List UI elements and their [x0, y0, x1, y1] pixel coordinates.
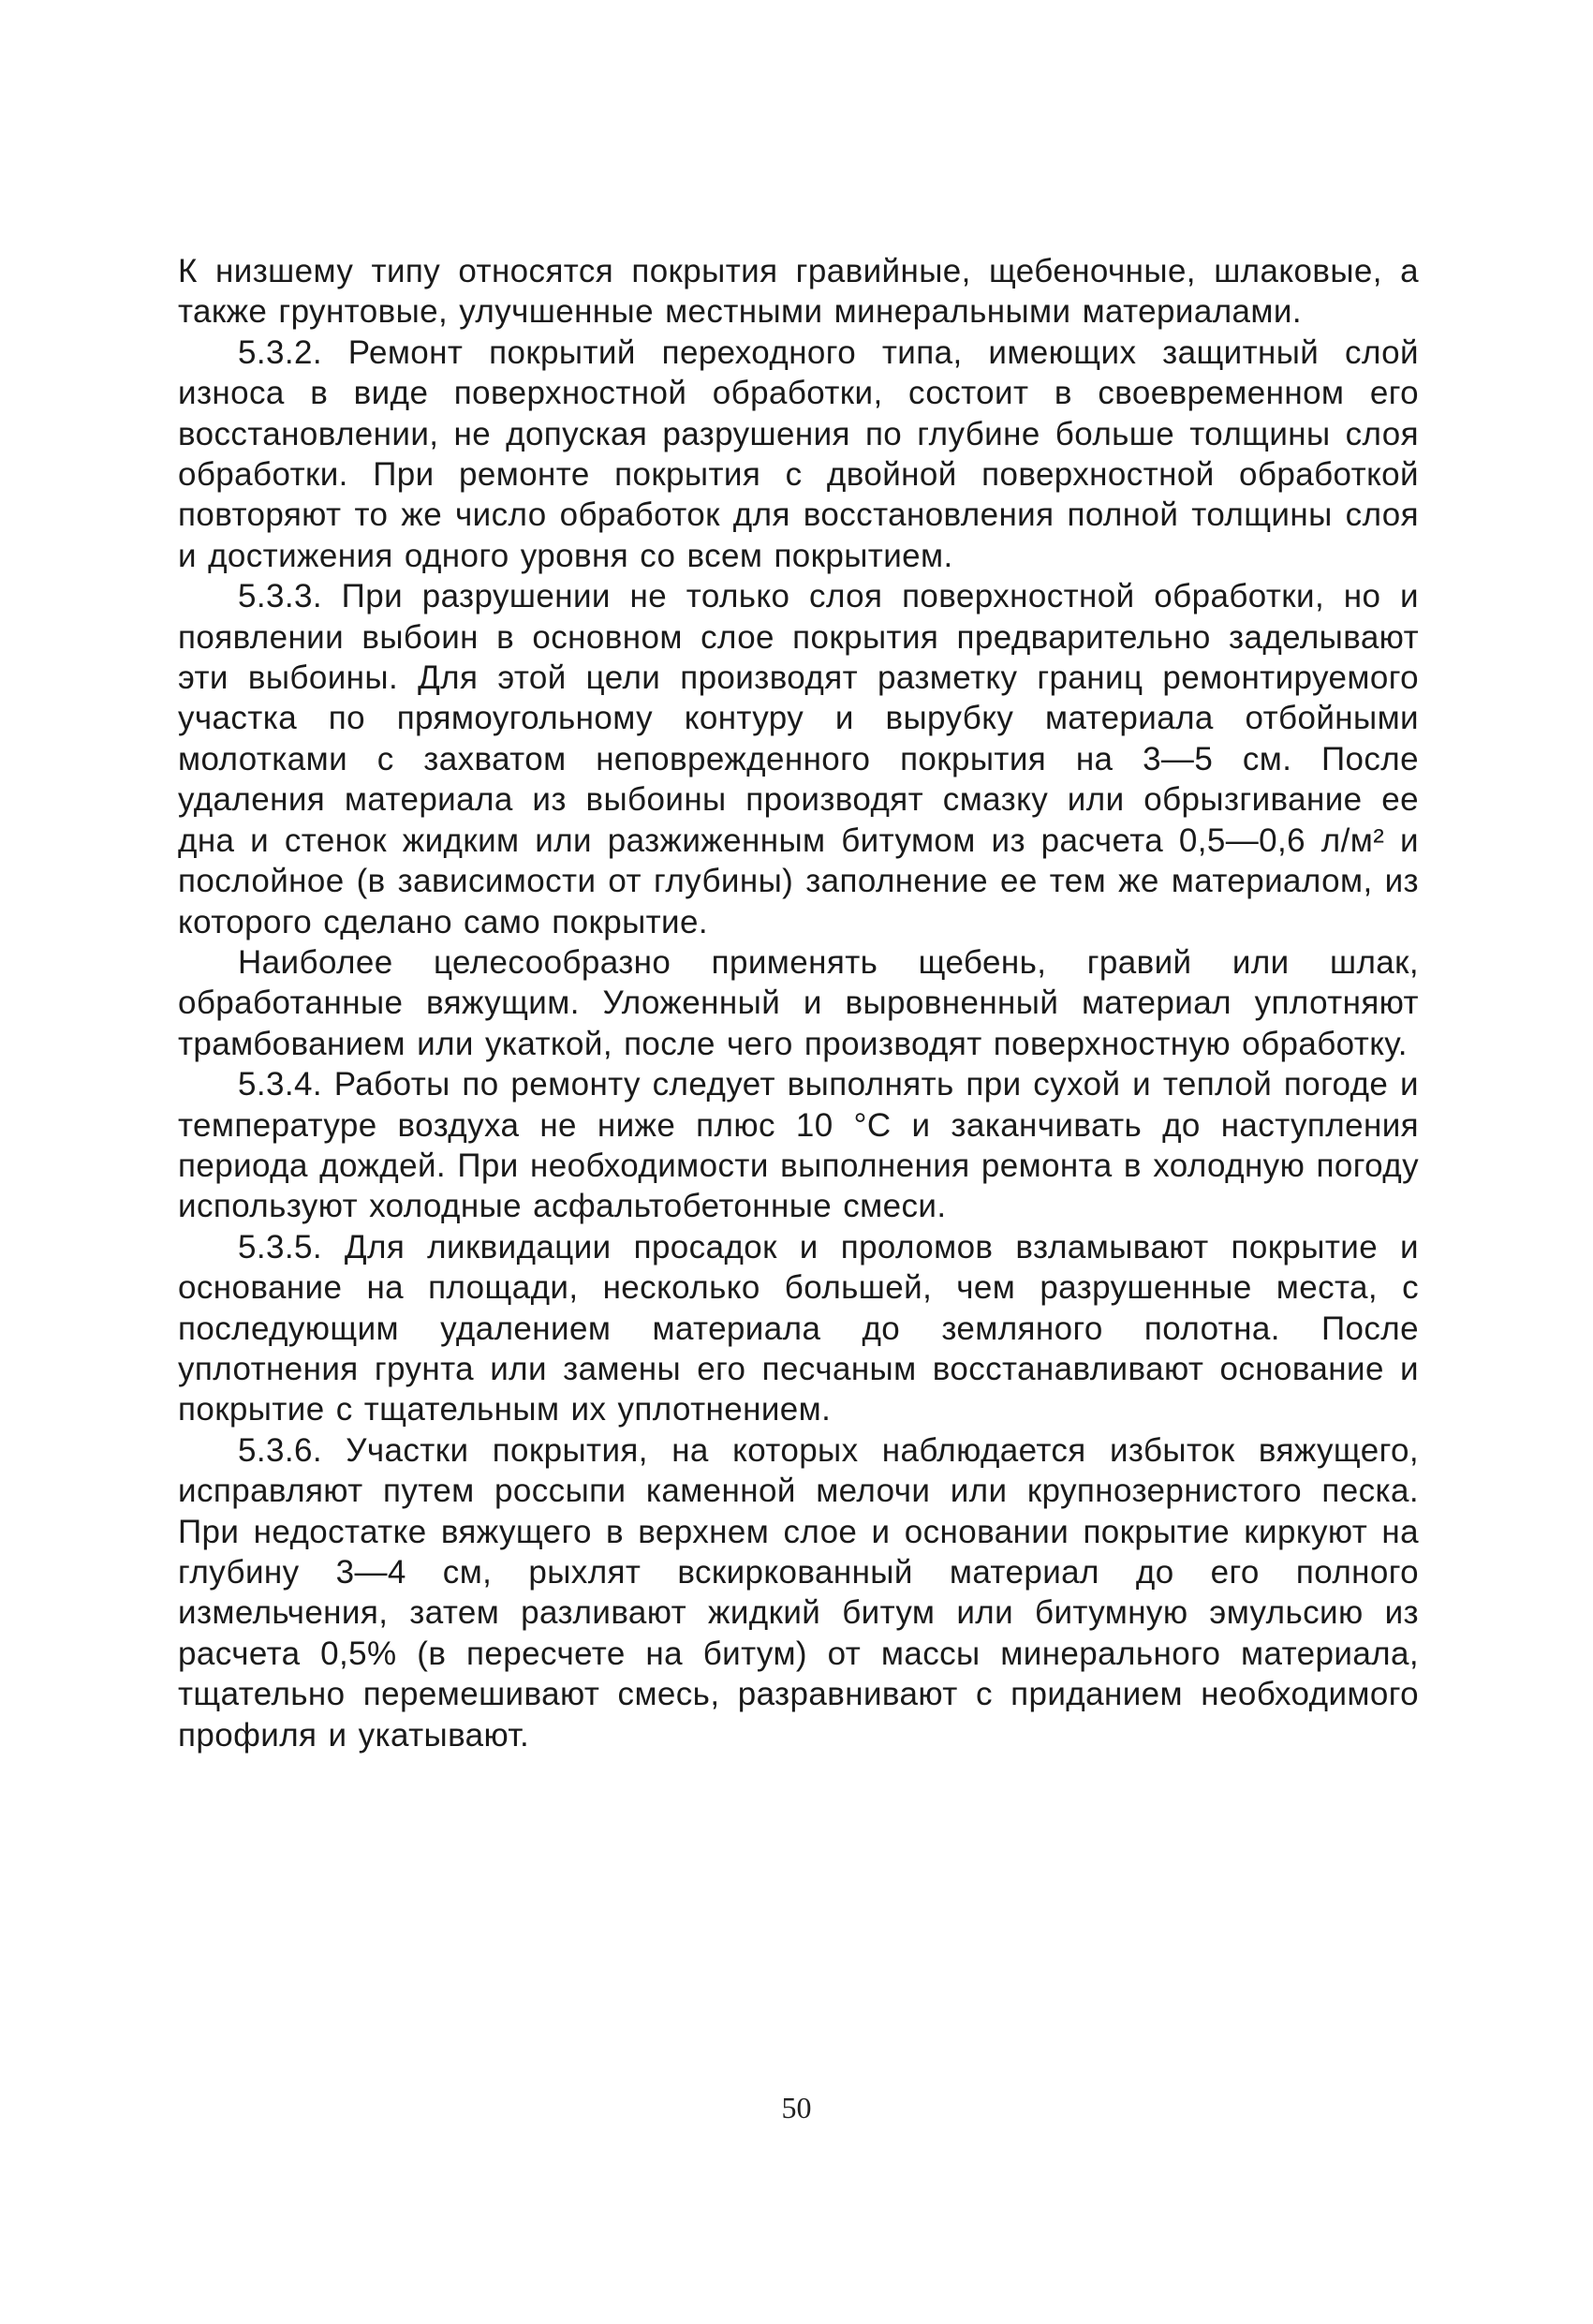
paragraph-5-3-5: 5.3.5. Для ликвидации просадок и проломов взламывают покрытие и основание на площади, несколько большей, чем разрушенные места, с последующим удалением материала до землянoго полотна. После уплотнения грунта или замены его песчаным восстанавливают основание и покрытие с тщательным их уплотнением.	[178, 1228, 1419, 1428]
page-number: 50	[781, 2091, 812, 2124]
page-body	[178, 251, 1419, 1755]
paragraph-5-3-2: 5.3.2. Ремонт покрытий переходного типа, имеющих защитный слой износа в виде поверхностной обработки, состоит в своевременном его восстановлении, не допуская разрушения по глубине больше толщины слоя обработки. При ремонте покрытия с двойной поверхностной обработкой повторяют то же число обработок для восстановления полной толщины слоя и достижения одного уровня со всем покрытием.	[178, 333, 1419, 574]
paragraph-5-3-3: 5.3.3. При разрушении не только слоя поверхностной обработки, но и появлении выбоин в основном слое покрытия предварительно заделывают эти выбоины. Для этой цели производят разметку границ ремонтируемого участка по прямоугольному контуру и вырубку материала отбойными молотками с захватом неповрежденного покрытия на 3—5 см. После удаления материала из выбоины производят смазку или обрызгивание ее дна и стенок жидким или разжиженным битумом из расчета 0,5—0,6 л/м² и послойное (в зависимости от глубины) заполнение ее тем же материалом, из которого сделано само покрытие.	[178, 578, 1419, 940]
paragraph-5-3-4: 5.3.4. Работы по ремонту следует выполнять при сухой и теплой погоде и температуре воздуха не ниже плюс 10 °С и заканчивать до наступления периода дождей. При необходимости выполнения ремонта в холодную погоду используют холодные асфальтобетонные смеси.	[178, 1066, 1419, 1225]
paragraph-materials-recommendation: Наиболее целесообразно применять щебень, гравий или шлак, обработанные вяжущим. Уложенный и выровненный материал уплотняют трамбованием или укаткой, после чего производят поверхностную обработку.	[178, 943, 1419, 1062]
paragraph-low-type-coatings: К низшему типу относятся покрытия гравийные, щебеночные, шлаковые, а также грунтовые, улучшенные местными минеральными материалами.	[178, 253, 1419, 331]
paragraph-5-3-6: 5.3.6. Участки покрытия, на которых наблюдается избыток вяжущего, исправляют путем россыпи каменной мелочи или крупнозернистого песка. При недостатке вяжущего в верхнем слое и основании покрытие киркуют на глубину 3—4 см, рыхлят вскиркованный материал до его полного измельчения, затем разливают жидкий битум или битумную эмульсию из расчета 0,5% (в пересчете на битум) от массы минерального материала, тщательно перемешивают смесь, разравнивают с приданием необходимого профиля и укатывают.	[178, 1431, 1419, 1754]
